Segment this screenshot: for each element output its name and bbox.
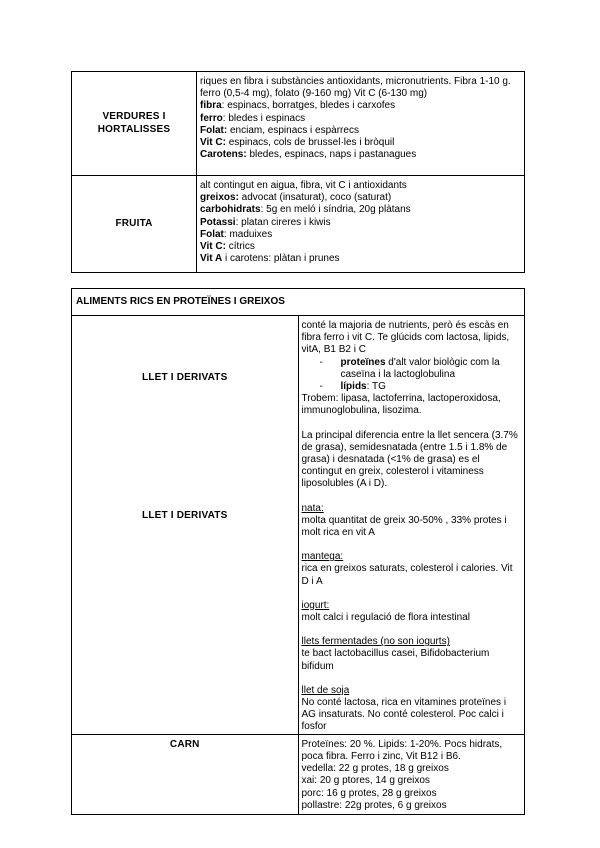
item-label: Carotens: xyxy=(200,149,247,161)
item-label: proteïnes xyxy=(340,356,386,368)
category-fruita: FRUITA xyxy=(72,176,197,273)
list-item xyxy=(200,217,521,229)
item-label: Vit C: xyxy=(200,137,226,149)
subsection-text: te bact lactobacillus casei, Bifidobacterium bifidum xyxy=(301,648,490,672)
content-fruita xyxy=(197,176,525,273)
item-label: lípids xyxy=(340,381,367,393)
content-carn xyxy=(298,734,525,814)
list-item xyxy=(200,241,521,253)
item-text: : bledes i espinacs xyxy=(222,112,306,124)
item-text: : maduixes xyxy=(223,228,273,240)
list-item xyxy=(200,204,521,216)
intro-text: conté la majoria de nutrients, però és escàs en fibra ferro i vit C. Te glúcids com lactosa, lipids, vitA, B1 B2 i C xyxy=(301,320,510,356)
item-text: espinacs, cols de brussel·les i bròquil xyxy=(225,137,395,149)
paragraph-text: La principal diferencia entre la llet sencera (3.7% de grasa), semidesnatada (entre 1.5 i 1.8% de grasa) i desnatada (<1% de grasa) es el contingut en greix, colesterol i vitaminess liposolubles (A i D). xyxy=(301,429,518,490)
item-text: advocat (insaturat), coco (saturat) xyxy=(238,192,392,204)
item-label: carbohidrats xyxy=(200,204,261,216)
item-text: d'alt valor biològic com la caseïna i la lactoglobulina xyxy=(340,356,500,380)
table-header-row xyxy=(72,289,525,316)
dash-bullet: - xyxy=(319,381,323,393)
item-text: bledes, espinacs, naps i pastanagues xyxy=(246,149,417,161)
list-item xyxy=(200,100,521,112)
category-llet-label-mid: LLET I DERIVATS xyxy=(142,510,228,521)
dash-bullet: - xyxy=(319,356,323,368)
carn-line: Proteïnes: 20 %. Lipids: 1-20%. Pocs hidrats, poca fibra. Ferro i zinc, Vit B12 i B6. xyxy=(301,738,503,762)
subsection-text: molta quantitat de greix 30-50% , 33% protes i molt rica en vit A xyxy=(301,514,507,539)
item-text: : platan cireres i kiwis xyxy=(235,216,331,228)
bullet-text xyxy=(341,357,522,381)
subsection-text: molt calci i regulació de flora intestinal xyxy=(301,612,470,624)
item-text: : 5g en meló i síndria, 20g plàtans xyxy=(260,204,411,216)
item-label: ferro xyxy=(200,112,223,124)
subsection-text: rica en greixos saturats, colesterol i calories. Vit D i A xyxy=(301,563,513,587)
item-label: Vit C: xyxy=(200,241,226,253)
category-llet xyxy=(72,316,299,735)
item-text: : espinacs, borratges, bledes i carxofes xyxy=(221,100,396,112)
list-item xyxy=(200,192,521,204)
subsection-title: iogurt: xyxy=(301,599,330,611)
item-text: : TG xyxy=(366,381,386,393)
category-llet-label-top: LLET I DERIVATS xyxy=(142,372,228,383)
category-verdures: VERDURES I HORTALISSES xyxy=(72,72,197,176)
item-label: Folat xyxy=(200,228,224,240)
table-proteins-fats xyxy=(71,288,525,815)
carn-line: pollastre: 22g protes, 6 g greixos xyxy=(301,799,447,811)
item-label: fibra xyxy=(200,100,222,112)
item-label: Vit A xyxy=(200,253,223,265)
item-label: Potassi xyxy=(200,216,236,228)
carn-line: vedella: 22 g protes, 18 g greixos xyxy=(301,763,449,775)
table-row xyxy=(72,734,525,814)
item-label: Folat: xyxy=(200,124,228,136)
list-item xyxy=(200,253,521,265)
table-row xyxy=(72,316,525,735)
category-carn: CARN xyxy=(72,734,299,814)
list-item xyxy=(302,357,522,381)
list-item xyxy=(200,149,521,161)
list-item xyxy=(200,137,521,149)
content-verdures xyxy=(197,72,525,176)
table-header: ALIMENTS RICS EN PROTEÏNES I GREIXOS xyxy=(72,289,525,316)
item-text: enciam, espinacs i espàrrecs xyxy=(227,124,359,136)
subsection-title: mantega: xyxy=(301,551,344,563)
item-text: i carotens: plàtan i prunes xyxy=(222,253,340,265)
subsection-title: llet de soja xyxy=(301,684,350,696)
list-item xyxy=(200,113,521,125)
intro-text: alt contingut en aigua, fibra, vit C i antioxidants xyxy=(200,180,407,191)
item-text: cítrics xyxy=(225,241,255,253)
list-item xyxy=(200,125,521,137)
carn-line: xai: 20 g ptores, 14 g greixos xyxy=(301,775,430,787)
table-row xyxy=(72,72,525,176)
list-item xyxy=(302,381,522,393)
subsection-title: nata: xyxy=(301,502,324,514)
content-llet xyxy=(298,316,525,735)
item-label: greixos: xyxy=(200,192,239,204)
intro-text: riques en fibra i substàncies antioxidants, micronutrients. Fibra 1-10 g. ferro (0,5-4 mg), folato (9-160 mg) Vit C (6-130 mg) xyxy=(200,76,511,100)
table-row xyxy=(72,176,525,273)
table-vegetables-fruit xyxy=(71,71,525,273)
trobem-text: Trobem: lipasa, lactoferrina, lactoperoxidosa, immunoglobulina, lisozima. xyxy=(301,393,501,417)
subsection-title: llets fermentades (no son iogurts) xyxy=(301,636,450,648)
subsection-text: No conté lactosa, rica en vitamines proteïnes i AG insaturats. No conté colesterol. Poc calci i fosfor xyxy=(301,697,507,733)
list-item xyxy=(200,229,521,241)
bullet-text xyxy=(341,381,522,393)
carn-line: porc: 16 g protes, 28 g greixos xyxy=(301,787,437,799)
